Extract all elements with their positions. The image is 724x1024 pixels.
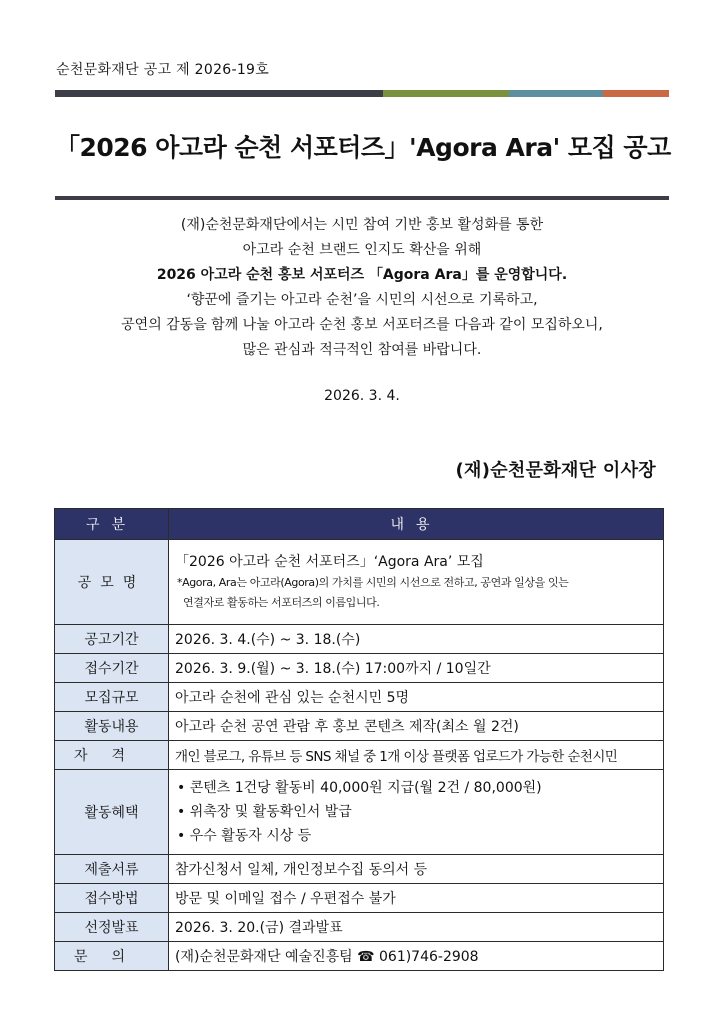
header-content: 내용 [169, 509, 664, 540]
document-title: 「2026 아고라 순천 서포터즈」'Agora Ara' 모집 공고 [55, 133, 671, 162]
row-label: 활동내용 [55, 712, 169, 741]
name-line: 「2026 아고라 순천 서포터즈」‘Agora Ara’ 모집 [175, 554, 484, 570]
color-bar-segment [383, 90, 509, 97]
table-row [55, 884, 664, 913]
row-value [169, 770, 664, 855]
intro-line: 아고라 순천 브랜드 인지도 확산을 위해 [242, 242, 482, 258]
row-label: 문의 [55, 942, 169, 971]
color-bar-segment [603, 90, 669, 97]
row-value: 2026. 3. 4.(수) ~ 3. 18.(수) [169, 625, 664, 654]
row-value: 2026. 3. 20.(금) 결과발표 [169, 913, 664, 942]
intro-line: 2026 아고라 순천 홍보 서포터즈 「Agora Ara」를 운영합니다. [156, 267, 568, 283]
row-label: 제출서류 [55, 855, 169, 884]
row-value: 참가신청서 일체, 개인정보수집 동의서 등 [169, 855, 664, 884]
row-value: 방문 및 이메일 접수 / 우편접수 불가 [169, 884, 664, 913]
row-label: 접수기간 [55, 654, 169, 683]
row-value [169, 540, 664, 625]
row-label: 선정발표 [55, 913, 169, 942]
row-value: 아고라 순천 공연 관람 후 홍보 콘텐츠 제작(최소 월 2건) [169, 712, 664, 741]
table-row [55, 625, 664, 654]
table-row [55, 855, 664, 884]
header-category: 구분 [55, 509, 169, 540]
row-label: 접수방법 [55, 884, 169, 913]
benefit-item: • 우수 활동자 시상 등 [177, 828, 312, 844]
intro-line: 공연의 감동을 함께 나눌 아고라 순천 홍보 서포터즈를 다음과 같이 모집하오니, [121, 317, 603, 333]
row-value: 개인 블로그, 유튜브 등 SNS 채널 중 1개 이상 플랫폼 업로드가 가능한 순천시민 [169, 741, 664, 770]
notice-date: 2026. 3. 4. [324, 388, 400, 404]
table-row [55, 942, 664, 971]
color-bar-segment [509, 90, 603, 97]
recruitment-info-table [54, 508, 664, 971]
table-header-row [55, 509, 664, 540]
table-row [55, 683, 664, 712]
table-row [55, 654, 664, 683]
decorative-color-bar [55, 90, 669, 97]
row-label: 모집규모 [55, 683, 169, 712]
row-label: 공고기간 [55, 625, 169, 654]
table-row [55, 741, 664, 770]
intro-line: (재)순천문화재단에서는 시민 참여 기반 홍보 활성화를 통한 [180, 217, 544, 233]
notice-number: 순천문화재단 공고 제 2026-19호 [56, 62, 270, 78]
row-value: (재)순천문화재단 예술진흥팀 ☎ 061)746-2908 [169, 942, 664, 971]
signer: (재)순천문화재단 이사장 [455, 460, 656, 481]
table-row [55, 770, 664, 855]
row-label: 공모명 [55, 540, 169, 625]
name-note: *Agora, Ara는 아고라(Agora)의 가치를 시민의 시선으로 전하고, 공연과 일상을 잇는 [177, 576, 569, 589]
row-label: 활동혜택 [55, 770, 169, 855]
benefit-item: • 콘텐츠 1건당 활동비 40,000원 지급(월 2건 / 80,000원) [177, 780, 542, 796]
intro-line: ‘향꾼에 즐기는 아고라 순천’을 시민의 시선으로 기록하고, [186, 292, 538, 308]
table-row [55, 712, 664, 741]
row-label: 자격 [55, 741, 169, 770]
intro-paragraph [55, 213, 669, 363]
table-row [55, 913, 664, 942]
row-value: 2026. 3. 9.(월) ~ 3. 18.(수) 17:00까지 / 10일간 [169, 654, 664, 683]
name-note: 연결자로 활동하는 서포터즈의 이름입니다. [183, 596, 380, 609]
row-value: 아고라 순천에 관심 있는 순천시민 5명 [169, 683, 664, 712]
table-row [55, 540, 664, 625]
title-divider [55, 196, 669, 200]
intro-line: 많은 관심과 적극적인 참여를 바랍니다. [242, 342, 482, 358]
color-bar-segment [55, 90, 383, 97]
benefit-item: • 위촉장 및 활동확인서 발급 [177, 804, 352, 820]
